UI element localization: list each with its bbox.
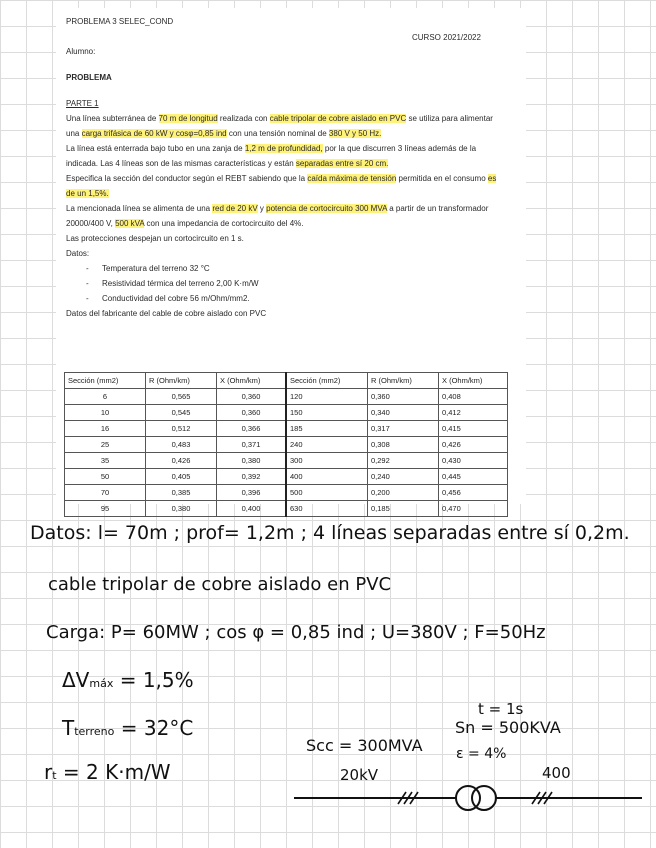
paragraph-protection: Las protecciones despejan un cortocircuito en 1 s. — [66, 234, 244, 243]
table-cell: 0,430 — [439, 453, 508, 469]
table-cell: 25 — [65, 437, 146, 453]
table-cell: 0,512 — [146, 421, 217, 437]
student-label: Alumno: — [66, 47, 96, 56]
table-cell: 0,408 — [439, 389, 508, 405]
table-cell: 0,405 — [146, 469, 217, 485]
notes-value: = 2 K·m/W — [56, 760, 171, 784]
table-cell: 0,385 — [146, 485, 217, 501]
course-year: CURSO 2021/2022 — [412, 33, 481, 42]
paragraph-voltage-drop — [66, 171, 506, 201]
one-line-diagram — [290, 758, 650, 818]
table-cell: 0,360 — [368, 389, 439, 405]
table-header-row — [65, 373, 508, 389]
text-run: por la que discurren 3 líneas además de la indicada. Las 4 líneas son de las mismas características y están — [66, 144, 477, 168]
table-cell: 185 — [286, 421, 368, 437]
table-cell: 0,317 — [368, 421, 439, 437]
table-cell: 0,200 — [368, 485, 439, 501]
notes-short-circuit-power: Scc = 300MVA — [306, 736, 423, 755]
table-row — [65, 453, 508, 469]
table-cell: 0,470 — [439, 501, 508, 517]
notes-network-voltage: 20kV — [340, 766, 379, 784]
table-cell: 120 — [286, 389, 368, 405]
notes-line-carga: Carga: P= 60MW ; cos φ = 0,85 ind ; U=380V ; F=50Hz — [46, 622, 546, 643]
notes-transformer-power: Sn = 500KVA — [455, 718, 561, 737]
table-cell: 0,340 — [368, 405, 439, 421]
notes-symbol: T — [62, 716, 75, 740]
table-cell: 0,565 — [146, 389, 217, 405]
table-row — [65, 485, 508, 501]
notes-impedance: ε = 4% — [456, 746, 507, 762]
text-run: permitida en el consumo — [396, 174, 488, 183]
problem-statement — [66, 96, 506, 321]
table-cell: 0,396 — [217, 485, 287, 501]
table-cell: 50 — [65, 469, 146, 485]
table-cell: 0,426 — [439, 437, 508, 453]
table-row — [65, 501, 508, 517]
table-cell: 0,545 — [146, 405, 217, 421]
datos-item: - Temperatura del terreno 32 °C — [102, 261, 506, 276]
table-cell: 35 — [65, 453, 146, 469]
column-header: R (Ohm/km) — [368, 373, 439, 389]
table-cell: 0,240 — [368, 469, 439, 485]
datos-label: Datos: — [66, 249, 90, 258]
table-cell: 0,400 — [217, 501, 287, 517]
table-cell: 0,380 — [146, 501, 217, 517]
text-run: Especifica la sección del conductor según el REBT sabiendo que la — [66, 174, 308, 183]
notes-subscript: máx — [89, 677, 114, 690]
text-run: La línea está enterrada bajo tubo en una zanja de — [66, 144, 245, 153]
highlight: red de 20 kV — [212, 204, 258, 213]
table-row — [65, 437, 508, 453]
datos-list — [66, 261, 506, 306]
notes-secondary-voltage: 400 — [542, 764, 571, 782]
text-run: realizada con — [217, 114, 270, 123]
table-cell: 300 — [286, 453, 368, 469]
table-row — [65, 469, 508, 485]
table-cell: 0,366 — [217, 421, 287, 437]
table-cell: 0,392 — [217, 469, 287, 485]
table-cell: 0,360 — [217, 405, 287, 421]
highlight: 380 V y 50 Hz. — [328, 129, 382, 138]
highlight: 1,2 m de profundidad, — [244, 144, 323, 153]
notes-subscript: t — [52, 769, 57, 782]
notes-subscript: terreno — [74, 725, 115, 738]
problem-document — [56, 8, 526, 513]
text-run: Una línea subterránea de — [66, 114, 159, 123]
table-cell: 0,371 — [217, 437, 287, 453]
table-cell: 6 — [65, 389, 146, 405]
text-run: con una impedancia de cortocircuito del 4%. — [144, 219, 304, 228]
text-run: y — [257, 204, 267, 213]
table-cell: 16 — [65, 421, 146, 437]
notes-line-datos: Datos: l= 70m ; prof= 1,2m ; 4 líneas separadas entre sí 0,2m. — [30, 522, 630, 544]
table-cell: 10 — [65, 405, 146, 421]
text-run: se utiliza para alimentar una — [66, 114, 493, 138]
highlight: separadas entre sí 20 cm. — [295, 159, 389, 168]
table-cell: 630 — [286, 501, 368, 517]
table-cell: 0,360 — [217, 389, 287, 405]
notes-line-cable: cable tripolar de cobre aislado en PVC — [48, 574, 392, 595]
highlight: 500 kVA — [115, 219, 145, 228]
table-cell: 400 — [286, 469, 368, 485]
column-header: Sección (mm2) — [286, 373, 368, 389]
paragraph-trench — [66, 141, 506, 171]
column-header: R (Ohm/km) — [146, 373, 217, 389]
highlight: cable tripolar de cobre aislado en PVC — [269, 114, 407, 123]
notes-value: = 32°C — [114, 716, 194, 740]
highlight: caída máxima de tensión — [307, 174, 397, 183]
notes-thermal-resistivity — [44, 760, 171, 784]
table-cell: 0,308 — [368, 437, 439, 453]
paragraph-supply — [66, 201, 506, 231]
table-body — [65, 389, 508, 517]
table-row — [65, 405, 508, 421]
table-cell: 0,380 — [217, 453, 287, 469]
table-cell: 0,412 — [439, 405, 508, 421]
table-cell: 0,445 — [439, 469, 508, 485]
text-run: con una tensión nominal de — [226, 129, 329, 138]
table-cell: 0,415 — [439, 421, 508, 437]
paragraph-line — [66, 111, 506, 141]
section-heading: PROBLEMA — [66, 73, 112, 82]
table-cell: 0,185 — [368, 501, 439, 517]
notes-symbol: r — [44, 760, 53, 784]
notes-temperature — [62, 716, 193, 740]
table-cell: 0,292 — [368, 453, 439, 469]
notes-value: = 1,5% — [113, 668, 194, 692]
column-header: X (Ohm/km) — [217, 373, 287, 389]
highlight: 70 m de longitud — [158, 114, 218, 123]
table-row — [65, 421, 508, 437]
part-title: PARTE 1 — [66, 99, 99, 108]
notes-symbol: ΔV — [62, 668, 90, 692]
table-row — [65, 389, 508, 405]
cable-data-table — [64, 372, 508, 517]
table-cell: 0,483 — [146, 437, 217, 453]
table-cell: 500 — [286, 485, 368, 501]
column-header: Sección (mm2) — [65, 373, 146, 389]
table-cell: 0,426 — [146, 453, 217, 469]
highlight: potencia de cortocircuito 300 MVA — [266, 204, 387, 213]
table-cell: 95 — [65, 501, 146, 517]
column-header: X (Ohm/km) — [439, 373, 508, 389]
notes-time: t = 1s — [478, 700, 524, 718]
text-run: La mencionada línea se alimenta de una — [66, 204, 213, 213]
table-caption: Datos del fabricante del cable de cobre aislado con PVC — [66, 309, 267, 318]
table-cell: 0,456 — [439, 485, 508, 501]
highlight: carga trifásica de 60 kW y cosφ=0,85 ind — [81, 129, 227, 138]
datos-item: - Resistividad térmica del terreno 2,00 K·m/W — [102, 276, 506, 291]
highlight: es de un 1,5%. — [66, 174, 497, 198]
document-header: PROBLEMA 3 SELEC_COND — [66, 17, 174, 26]
table-cell: 70 — [65, 485, 146, 501]
datos-item: - Conductividad del cobre 56 m/Ohm/mm2. — [102, 291, 506, 306]
notes-voltage-drop — [62, 668, 194, 692]
transformer-icon — [456, 786, 496, 810]
table-cell: 150 — [286, 405, 368, 421]
text-run: a partir de un transformador 20000/400 V, — [66, 204, 489, 228]
table-cell: 240 — [286, 437, 368, 453]
